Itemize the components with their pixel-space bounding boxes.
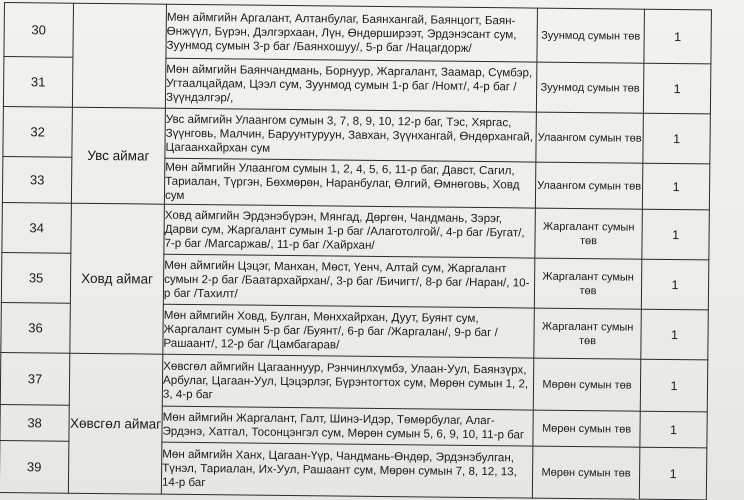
district-table [0, 2, 712, 500]
row-description: Ховд аймгийн Эрдэнэбүрэн, Мянгад, Дөргөн, Чандмань, Зэрэг, Дарви сум, Жаргалант сумын 1-р баг /Алаготолгой/, 4-р баг /Бугат/, 7-р баг /Магсаржав/, 11-р баг /Хайрхан/ [164, 204, 536, 258]
row-center: Жаргалант сумын төв [534, 258, 642, 309]
table-row [4, 3, 712, 64]
row-count: 1 [640, 411, 707, 448]
row-number: 37 [0, 352, 70, 405]
row-count: 1 [639, 447, 707, 500]
row-center: Жаргалант сумын төв [535, 208, 643, 259]
row-description: Мөн аймгийн Ховд, Булган, Мөнххайрхан, Дуут, Буянт сум, Жаргалант сумын 5-р баг /Буянт/, 6-р баг /Жаргалан/, 9-р баг /Рашаант/, 12-р баг /Цамбагарав/ [163, 304, 535, 358]
province-label: Увс аймаг [71, 107, 165, 204]
row-center: Жаргалант сумын төв [534, 308, 642, 359]
row-number: 32 [3, 106, 73, 157]
row-center: Зуунмод сумын төв [537, 8, 645, 63]
table-row [0, 352, 708, 411]
row-number: 34 [2, 202, 72, 253]
row-center: Зуунмод сумын төв [536, 62, 644, 113]
row-count: 1 [641, 309, 709, 360]
row-center: Мөрөн сумын төв [533, 358, 641, 411]
row-number: 30 [4, 3, 74, 58]
row-center: Мөрөн сумын төв [532, 446, 640, 499]
province-label: Ховд аймаг [70, 203, 165, 354]
row-count: 1 [643, 113, 711, 164]
row-number: 33 [2, 156, 71, 203]
row-center: Мөрөн сумын төв [533, 410, 640, 447]
row-number: 36 [1, 302, 71, 353]
row-center: Улаангом сумын төв [535, 162, 642, 209]
row-count: 1 [644, 9, 712, 64]
row-description: Мөн аймгийн Аргалант, Алтанбулаг, Баянхангай, Баянцогт, Баян-Өнжүүл, Бүрэн, Дэлгэрхаан, Лүн, Өндөрширээт, Эрдэнэсант сум, Зуунмод сумын 3-р баг /Баянхошуу/, 5-р баг /Нацагдорж/ [166, 4, 538, 62]
row-number: 38 [0, 404, 69, 441]
row-description: Мөн аймгийн Ханх, Цагаан-Үүр, Чандмань-Өндөр, Эрдэнэбулган, Түнэл, Тариалан, Их-Уул, Рашаант сум, Мөрөн сумын 7, 8, 12, 13, 14-р баг [161, 442, 533, 498]
row-description: Хөвсгөл аймгийн Цагааннуур, Рэнчинлхүмбэ, Улаан-Уул, Баянзүрх, Арбулаг, Цагаан-Уул, Цэцэрлэг, Бүрэнтогтох сум, Мөрөн сумын 1, 2, 3, 4-р баг [162, 354, 534, 410]
province-label: Хөвсгөл аймаг [68, 353, 162, 494]
row-description: Увс аймгийн Улаангом сумын 3, 7, 8, 9, 10, 12-р баг, Тэс, Хяргас, Зүүнговь, Малчин, Баруунтуруун, Завхан, Зүүнхангай, Өндөрхангай, Цагаанхайрхан сум [165, 108, 537, 162]
table-row [2, 202, 709, 259]
row-description: Мөн аймгийн Баянчандмань, Борнуур, Жаргалант, Заамар, Сүмбэр, Угтаалцайдам, Цээл сум, Зуунмод сумын 1-р баг /Номт/, 4-р баг /Зүүндэлгэр/, [165, 58, 537, 112]
row-count: 1 [640, 359, 708, 412]
row-description: Мөн аймгийн Цэцэг, Манхан, Мөст, Үенч, Алтай сум, Жаргалант сумын 2-р баг /Баатархайрхан/, 3-р баг /Бичигт/, 8-р баг /Наран/, 10-р баг /Тахилт/ [163, 254, 535, 308]
row-count: 1 [641, 259, 709, 310]
row-description: Мөн аймгийн Жаргалант, Галт, Шинэ-Идэр, Төмөрбулаг, Алаг-Эрдэнэ, Хатгал, Тосонцэнгэл сум, Мөрөн сумын 5, 6, 9, 10, 11-р баг [162, 406, 533, 446]
row-number: 39 [0, 440, 69, 493]
row-center: Улаангом сумын төв [536, 112, 644, 163]
row-description: Мөн аймгийн Улаангом сумын 1, 2, 4, 5, 6, 11-р баг, Давст, Сагил, Тариалан, Түргэн, Бөхмөрөн, Наранбулаг, Өлгий, Өмнөговь, Ховд сум [164, 158, 535, 208]
row-count: 1 [642, 163, 709, 210]
province-cell-empty [72, 3, 166, 108]
row-number: 31 [3, 57, 73, 108]
row-count: 1 [642, 209, 710, 260]
row-number: 35 [1, 252, 71, 303]
row-count: 1 [643, 63, 711, 114]
table-row [3, 106, 710, 163]
